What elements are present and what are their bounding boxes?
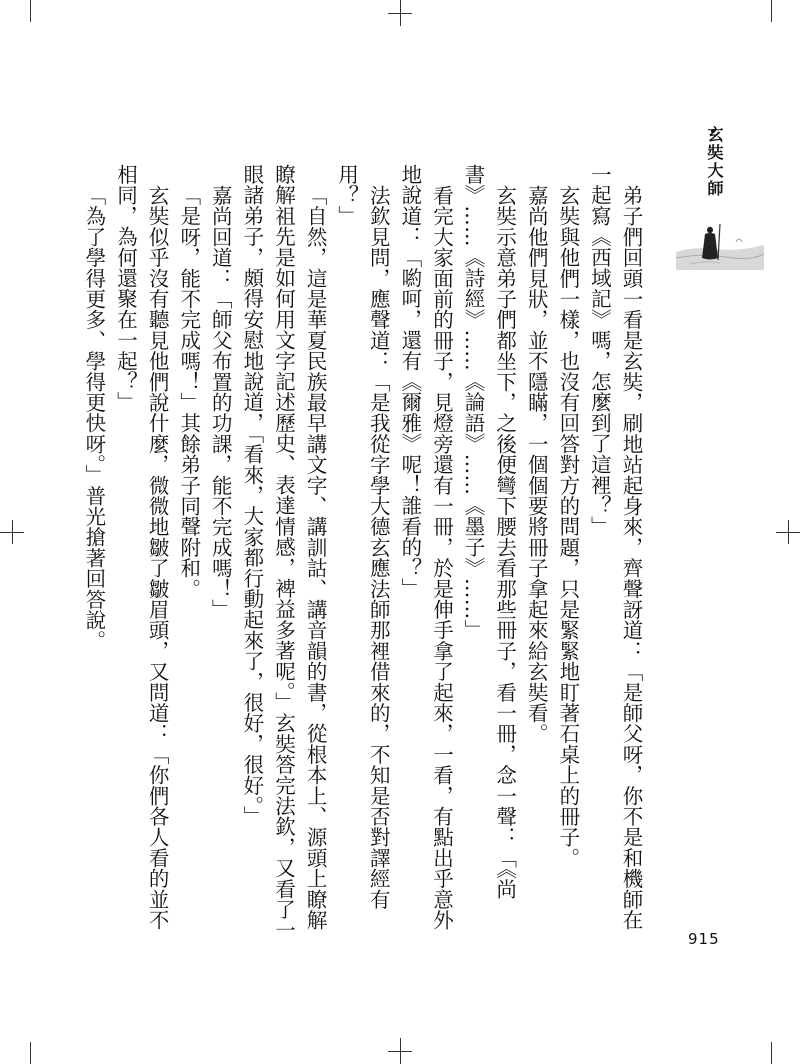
crop-mark-left-middle-v [12, 520, 13, 544]
monk-vignette-illustration [676, 212, 764, 270]
paragraph: 「自然，這是華夏民族最早講文字、講訓詁、講音韻的書，從根本上、源頭上瞭解瞭解祖先是如何用文字記述歷史、表達情感，裨益多著呢。」玄奘答完法欽，又看了一眼諸弟子，頗得安慰地說道，「看來，大家都行動起來了，很好，很好。」 [239, 164, 328, 941]
paragraph: 嘉尚回道：「師父布置的功課，能不完成嗎！」 [208, 184, 233, 620]
paragraph: 嘉尚他們見狀，並不隱瞞，一個個要將冊子拿起來給玄奘看。 [524, 184, 549, 744]
crop-mark-top-right [771, 0, 772, 22]
paragraph: 法欽見問，應聲道：「是我從字學大德玄應法師那裡借來的，不知是否對譯經有用？」 [334, 164, 391, 909]
paragraph: 玄奘示意弟子們都坐下，之後便彎下腰去看那些冊子，看一冊，念一聲：「《尚書》……《詩經》……《論語》……《墨子》……」 [461, 164, 517, 899]
paragraph: 看完大家面前的冊子，見燈旁還有一冊，於是伸手拿了起來，一看，有點出乎意外地說道：「喲呵，還有《爾雅》呢！誰看的？」 [397, 164, 454, 930]
paragraph: 「為了學得更多、學得更快呀。」普光搶著回答說。 [81, 184, 106, 651]
body-text [81, 164, 646, 944]
crop-mark-bottom-center-h [388, 1051, 412, 1052]
page-number: 915 [688, 930, 720, 948]
crop-mark-top-left [30, 0, 31, 22]
paragraph: 玄奘與他們一樣，也沒有回答對方的問題，只是緊緊地盯著石桌上的冊子。 [555, 184, 580, 868]
paragraph: 玄奘似乎沒有聽見他們說什麼，微微地皺了皺眉頭，又問道：「你們各人看的並不相同，為何還聚在一起？」 [113, 164, 170, 930]
paragraph: 「是呀，能不完成嗎！」其餘弟子同聲附和。 [176, 184, 201, 599]
crop-mark-right-middle-v [788, 520, 789, 544]
crop-mark-bottom-left [30, 1042, 31, 1064]
running-head: 玄奘大師 [705, 126, 724, 198]
crop-mark-top-center-h [388, 13, 412, 14]
crop-mark-bottom-right [771, 1042, 772, 1064]
paragraph: 弟子們回頭一看是玄奘，刷地站起身來，齊聲訝道：「是師父呀，你不是和機師在一起寫《西域記》嗎，怎麼到了這裡？」 [587, 164, 643, 930]
